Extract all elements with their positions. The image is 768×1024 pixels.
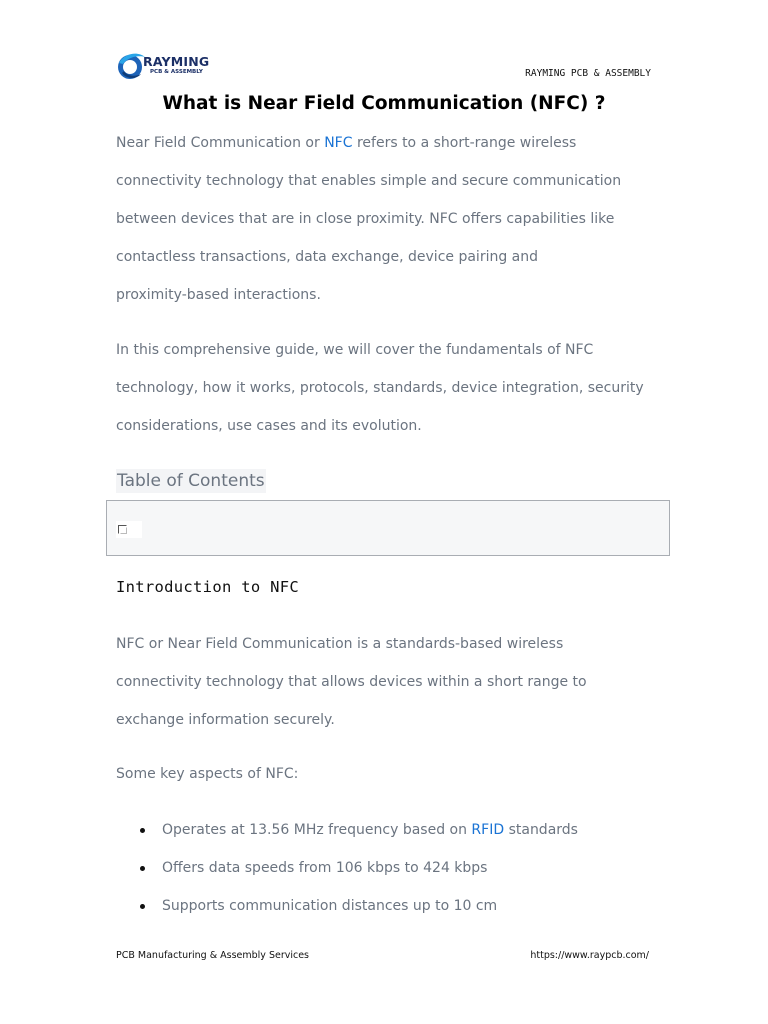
footer-services-text: PCB Manufacturing & Assembly Services: [116, 950, 310, 961]
nfc-link[interactable]: NFC: [324, 135, 353, 151]
intro-line-4: contactless transactions, data exchange, device pairing and: [116, 249, 539, 265]
guide-line-3: considerations, use cases and its evolution.: [116, 418, 422, 434]
guide-line-1: In this comprehensive guide, we will cover the fundamentals of NFC: [116, 342, 594, 358]
bullet-icon: [140, 828, 145, 833]
logo-subtitle: PCB & ASSEMBLY: [150, 69, 203, 75]
guide-line-2: technology, how it works, protocols, standards, device integration, security: [116, 380, 644, 396]
intro-paragraph: [116, 124, 666, 314]
section-heading-introduction: Introduction to NFC: [116, 578, 300, 596]
list-item: Offers data speeds from 106 kbps to 424 kbps: [116, 849, 578, 887]
logo-name: RAYMING: [143, 54, 210, 69]
key-aspects-line: Some key aspects of NFC:: [116, 766, 299, 782]
intro-line-1: Near Field Communication or NFC refers to a short-range wireless: [116, 135, 577, 151]
nfc-intro-paragraph: [116, 625, 666, 739]
intro-line-5: proximity-based interactions.: [116, 287, 321, 303]
rfid-link[interactable]: RFID: [471, 822, 505, 838]
list-item: Operates at 13.56 MHz frequency based on RFID standards: [116, 811, 578, 849]
key-aspects-list: [116, 811, 578, 925]
rayming-logo: [116, 50, 216, 82]
footer-website-link[interactable]: https://www.raypcb.com/: [530, 950, 649, 961]
list-item: Supports communication distances up to 10 cm: [116, 887, 578, 925]
toc-toggle-icon: [118, 525, 127, 534]
nfc-intro-line-2: connectivity technology that allows devices within a short range to: [116, 674, 587, 690]
bullet-icon: [140, 904, 145, 909]
key-aspects-paragraph: [116, 755, 666, 793]
toc-container: [106, 500, 670, 556]
toc-heading: Table of Contents: [117, 471, 265, 491]
nfc-intro-line-3: exchange information securely.: [116, 712, 335, 728]
header-company-name: RAYMING PCB & ASSEMBLY: [525, 68, 651, 79]
rayming-logo-icon: [116, 51, 146, 81]
guide-paragraph: [116, 331, 666, 445]
intro-line-2: connectivity technology that enables simple and secure communication: [116, 173, 622, 189]
bullet-icon: [140, 866, 145, 871]
intro-line-3: between devices that are in close proximity. NFC offers capabilities like: [116, 211, 615, 227]
nfc-intro-line-1: NFC or Near Field Communication is a standards-based wireless: [116, 636, 564, 652]
toc-toggle-button[interactable]: [116, 521, 142, 538]
page-title: What is Near Field Communication (NFC) ?: [162, 93, 606, 114]
